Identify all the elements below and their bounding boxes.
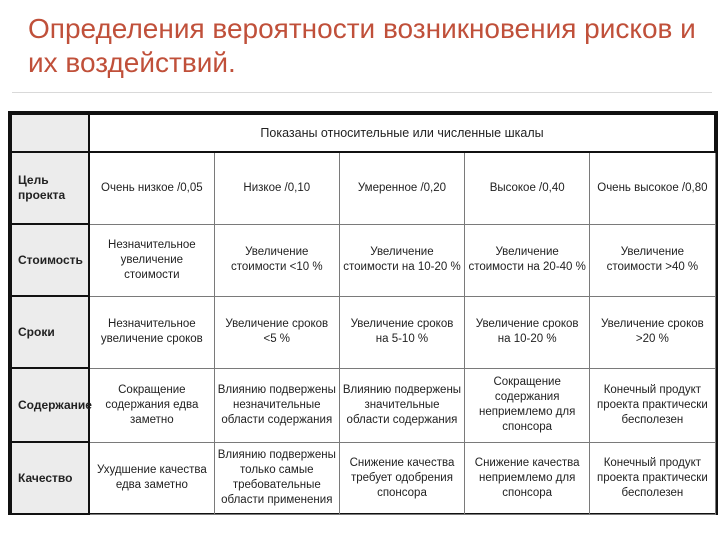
table-cell: Увеличение стоимости на 20-40 % <box>465 224 590 296</box>
table-row <box>11 442 715 514</box>
banner-row <box>11 114 715 152</box>
scale-header-cell: Очень высокое /0,80 <box>590 152 715 224</box>
title-divider <box>12 92 712 93</box>
table-cell: Снижение качества требует одобрения спонсора <box>339 442 464 514</box>
table-cell: Влиянию подвержены незначительные области содержания <box>214 368 339 442</box>
risk-scale-table <box>8 111 718 515</box>
row-header-cost: Стоимость <box>11 224 89 296</box>
scale-header-cell: Высокое /0,40 <box>465 152 590 224</box>
table-corner-top <box>11 114 89 152</box>
scale-header-cell: Очень низкое /0,05 <box>89 152 214 224</box>
table-cell: Ухудшение качества едва заметно <box>89 442 214 514</box>
table-cell: Влиянию подвержены значительные области содержания <box>339 368 464 442</box>
table-cell: Увеличение стоимости на 10-20 % <box>339 224 464 296</box>
slide-title: Определения вероятности возникновения рисков и их воздействий. <box>28 13 696 78</box>
row-header-scope: Содержание <box>11 368 89 442</box>
table-cell: Увеличение сроков >20 % <box>590 296 715 368</box>
table-row <box>11 368 715 442</box>
table-cell: Снижение качества неприемлемо для спонсора <box>465 442 590 514</box>
table-cell: Конечный продукт проекта практически бесполезен <box>590 442 715 514</box>
row-header-schedule: Сроки <box>11 296 89 368</box>
table-row <box>11 296 715 368</box>
scale-header-cell: Низкое /0,10 <box>214 152 339 224</box>
scale-header-row <box>11 152 715 224</box>
table-cell: Увеличение сроков на 5-10 % <box>339 296 464 368</box>
table-banner: Показаны относительные или численные шкалы <box>89 114 715 152</box>
row-header-goal: Цель проекта <box>11 152 89 224</box>
scale-header-cell: Умеренное /0,20 <box>339 152 464 224</box>
table-cell: Незначительное увеличение стоимости <box>89 224 214 296</box>
table-cell: Конечный продукт проекта практически бесполезен <box>590 368 715 442</box>
table-cell: Незначительное увеличение сроков <box>89 296 214 368</box>
table-cell: Увеличение сроков на 10-20 % <box>465 296 590 368</box>
table-row <box>11 224 715 296</box>
row-header-quality: Качество <box>11 442 89 514</box>
table-cell: Сокращение содержания неприемлемо для спонсора <box>465 368 590 442</box>
table-cell: Увеличение сроков <5 % <box>214 296 339 368</box>
table-cell: Увеличение стоимости >40 % <box>590 224 715 296</box>
table-cell: Сокращение содержания едва заметно <box>89 368 214 442</box>
table-cell: Влиянию подвержены только самые требовательные области применения <box>214 442 339 514</box>
table-cell: Увеличение стоимости <10 % <box>214 224 339 296</box>
